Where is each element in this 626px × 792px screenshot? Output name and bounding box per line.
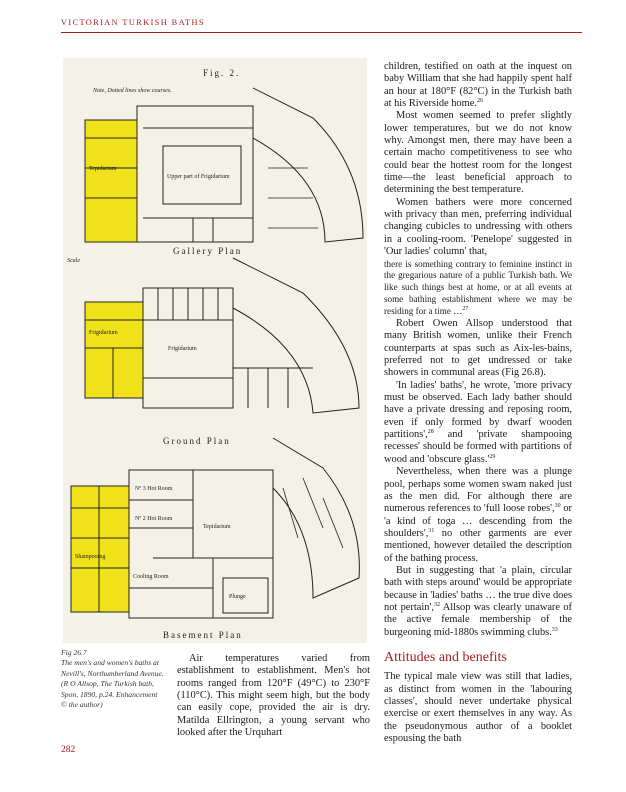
label-shampooing: Shampooing [75,554,106,560]
paragraph-text: Nevertheless, when there was a plunge pool, perhaps some women swam naked just as the men did. For although there are numerous references to 'full loose robes', [384,466,572,515]
paragraph-text: Allsop was clearly unaware of the active female membership of the burgeoning mid-1880s swimming clubs. [384,601,572,638]
figure-number: Fig. 2. [203,68,241,78]
header-rule [61,32,582,33]
footnote-ref: 29 [489,453,496,460]
ground-plan-title: Ground Plan [163,436,231,446]
label-no2-hot-room: Nº 2 Hot Room [135,516,173,522]
paragraph: Robert Owen Allsop understood that many British women, unlike their French counterparts at spas such as Aix-les-bains, preferred not to get undressed or take showers in communal areas (Fig 26.8). [384,318,572,379]
footnote-ref: 26 [476,98,483,105]
block-quote [384,259,572,319]
caption-number: Fig 26.7 [61,648,87,657]
floor-plan-drawing [63,58,367,643]
body-column-right [384,61,572,745]
paragraph-text: no other garments are ever mentioned, however detailed the description of the bathing process. [384,527,572,564]
gallery-plan-title: Gallery Plan [173,246,243,256]
floor-plan-figure [63,58,367,643]
paragraph: The typical male view was still that ladies, as distinct from women in the 'labouring classes', should never undertake physical exercise or exert themselves in any way. As the pseudonymous author of a booklet espousing the bath [384,671,572,745]
footnote-ref: 31 [428,527,435,534]
label-ladies-frigidarium: Frigidarium [89,330,118,336]
paragraph-text: children, testified on oath at the inquest on baby William that she had happily spent half an hour at 180°F (82°C) in the Turkish bath at his Riverside home. [384,61,572,110]
running-head: VICTORIAN TURKISH BATHS [61,18,205,27]
paragraph: Women bathers were more concerned with privacy than men, preferring individual changing cubicles to undressing with others in a cooling-room. 'Penelope' suggested in 'Our ladies' column' that, [384,196,572,258]
ladies-basement-highlight [71,486,129,612]
paragraph-text: But in suggesting that 'a plain, circular bath with steps around' would be appropriate because in 'ladies' baths … the true dive does not pertain', [384,564,572,613]
paragraph-text: and 'private shampooing recesses' should be formed with partitions of wood and 'obscure glass.' [384,429,572,465]
section-heading: Attitudes and benefits [384,649,507,665]
paragraph: Most women seemed to prefer slightly lower temperatures, but we do not know why. Amongst men, there may have been a certain macho competitiveness to see who could bear the hottest room for the longest time—the least beneficial approach to determining the best temperature. [384,110,572,196]
label-upper-frigidarium: Upper part of Frigidarium [167,174,230,180]
label-tepidarium: Tepidarium [203,524,231,530]
label-cooling-room: Cooling Room [133,574,169,580]
paragraph: Air temperatures varied from establishment to establishment. Men's hot rooms ranged from 120°F (49°C) to 230°F (110°C). This might seem high, but the body can easily cope, provided the air is dry. Matilda Ellrington, a young servant who looked after the Urquhart [177,653,370,739]
paragraph-text: or 'a kind of toga … descending from the shoulders', [384,503,572,539]
paragraph [384,466,572,565]
footnote-ref: 30 [554,503,561,510]
caption-text: The men's and women's baths at Nevill's, Northumberland Avenue. (R O Allsop, The Turkish bath, Spon, 1890, p.24. Enhancement © the author) [61,658,164,710]
footnote-ref: 32 [433,601,440,608]
page-number: 282 [61,745,76,755]
ladies-ground-highlight [85,302,143,398]
figure-note: Note, Dotted lines show courses. [93,88,172,94]
label-no3-hot-room: Nº 3 Hot Room [135,486,173,492]
footnote-ref: 33 [551,626,558,633]
scale-label: Scale [67,258,80,264]
label-frigidarium: Frigidarium [168,346,197,352]
paragraph [384,565,572,639]
label-ladies-gallery-tepidarium: Tepidarium [89,166,117,172]
basement-plan-title: Basement Plan [163,630,243,640]
paragraph [384,380,572,466]
figure-caption [61,648,165,710]
paragraph [384,61,572,110]
footnote-ref: 27 [462,306,469,313]
body-column-left [177,653,370,739]
label-plunge: Plunge [229,594,246,600]
quote-text: there is something contrary to feminine instinct in the gregarious nature of a public Turkish bath. We like such things best at home, or at all events at some bathing establishment where we may be residing for a time … [384,258,572,317]
footnote-ref: 28 [427,429,434,436]
paragraph-text: 'In ladies' baths', he wrote, 'more privacy must be observed. Each lady bather should have a private dressing and reposing room, even if only formed by dwarf wooden partitions', [384,379,572,441]
